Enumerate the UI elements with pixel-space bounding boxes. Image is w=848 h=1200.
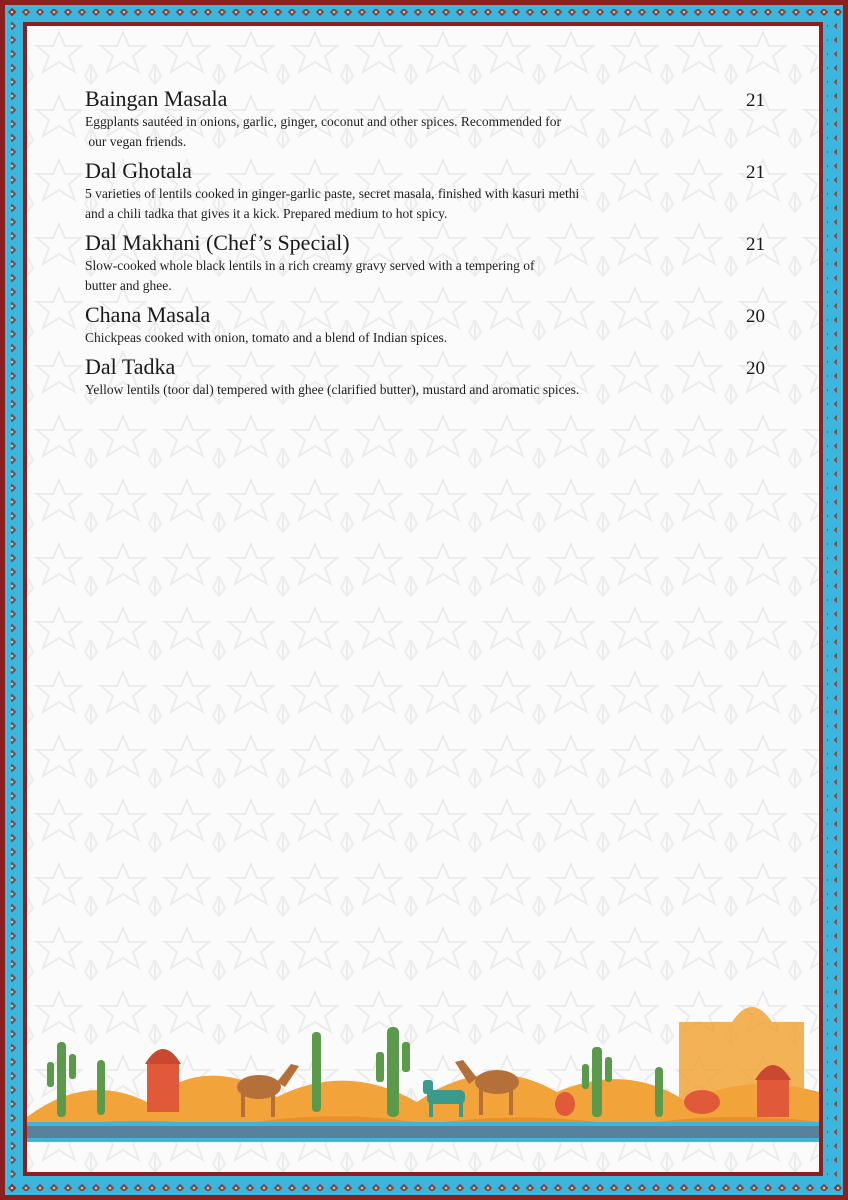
item-description [85, 256, 705, 296]
item-description-line: Slow-cooked whole black lentils in a rich creamy gravy served with a tempering of [85, 258, 535, 273]
desert-scene-icon [27, 992, 819, 1172]
item-name: Dal Makhani (Chef’s Special) [85, 230, 350, 255]
item-price: 21 [746, 234, 765, 255]
item-name: Chana Masala [85, 302, 211, 327]
item-price: 21 [746, 162, 765, 183]
item-description-line: Yellow lentils (toor dal) tempered with ghee (clarified butter), mustard and aromatic spices. [85, 382, 580, 397]
item-price: 20 [746, 358, 765, 379]
item-price: 21 [746, 90, 765, 111]
item-description [85, 328, 705, 348]
item-description-line: Chickpeas cooked with onion, tomato and a blend of Indian spices. [85, 330, 448, 345]
item-name: Dal Ghotala [85, 158, 192, 183]
item-description-line: Eggplants sautéed in onions, garlic, ginger, coconut and other spices. Recommended for [85, 114, 561, 129]
item-description [85, 184, 725, 224]
item-price: 20 [746, 306, 765, 327]
item-name: Baingan Masala [85, 86, 228, 111]
item-name: Dal Tadka [85, 354, 176, 379]
menu-item [85, 86, 765, 152]
item-description-line: butter and ghee. [85, 278, 172, 293]
item-description [85, 380, 745, 400]
menu-item [85, 230, 765, 296]
menu-paper [27, 26, 819, 1172]
menu-item [85, 354, 765, 400]
menu-item [85, 302, 765, 348]
item-description-line: our vegan friends. [85, 134, 187, 149]
item-description [85, 112, 705, 152]
menu-items-list [85, 86, 765, 406]
item-description-line: 5 varieties of lentils cooked in ginger-garlic paste, secret masala, finished with kasuri methi [85, 186, 580, 201]
menu-item [85, 158, 765, 224]
item-description-line: and a chili tadka that gives it a kick. Prepared medium to hot spicy. [85, 206, 448, 221]
